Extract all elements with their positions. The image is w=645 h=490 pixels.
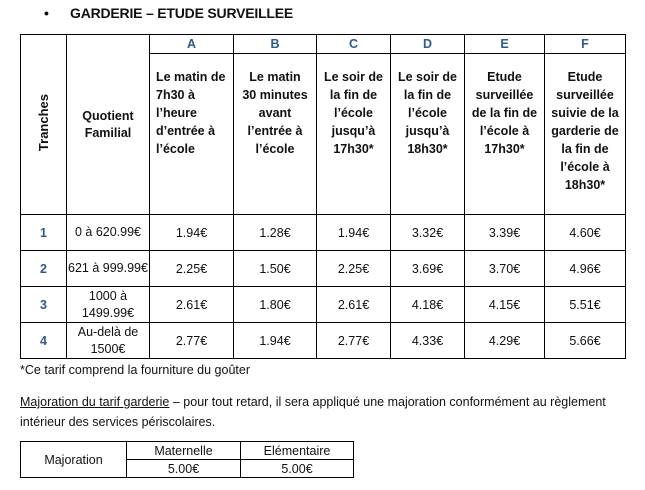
price-cell: 4.18€ <box>391 287 465 323</box>
price-cell: 1.28€ <box>234 215 317 251</box>
tranche-cell: 4 <box>21 323 67 359</box>
elementaire-header: Elémentaire <box>241 442 354 460</box>
price-cell: 3.32€ <box>391 215 465 251</box>
price-cell: 2.25€ <box>150 251 234 287</box>
qf-header: Quotient Familial <box>67 35 150 215</box>
col-letter-e: E <box>465 35 545 54</box>
price-cell: 4.29€ <box>465 323 545 359</box>
qf-cell: Au-delà de 1500€ <box>67 323 150 359</box>
maternelle-header: Maternelle <box>127 442 241 460</box>
col-label-c: Le soir de la fin de l’école jusqu’à 17h30* <box>317 54 391 215</box>
table-row <box>21 251 626 287</box>
price-cell: 3.39€ <box>465 215 545 251</box>
price-cell: 5.66€ <box>545 323 626 359</box>
price-cell: 2.77€ <box>150 323 234 359</box>
col-letter-a: A <box>150 35 234 54</box>
price-cell: 4.60€ <box>545 215 626 251</box>
table-row <box>21 287 626 323</box>
tranches-header <box>21 35 67 215</box>
col-label-f: Etude surveillée suivie de la garderie de la fin de l’école à 18h30* <box>545 54 626 215</box>
price-cell: 1.50€ <box>234 251 317 287</box>
tranches-header-text: Tranches <box>36 94 51 152</box>
majoration-label: Majoration <box>21 442 127 478</box>
tranche-cell: 3 <box>21 287 67 323</box>
price-cell: 3.69€ <box>391 251 465 287</box>
price-cell: 5.51€ <box>545 287 626 323</box>
qf-cell: 0 à 620.99€ <box>67 215 150 251</box>
bullet-icon: • <box>44 5 49 21</box>
price-cell: 1.94€ <box>234 323 317 359</box>
price-cell: 1.80€ <box>234 287 317 323</box>
price-cell: 2.61€ <box>150 287 234 323</box>
majoration-heading: Majoration du tarif garderie <box>20 395 170 409</box>
price-cell: 2.77€ <box>317 323 391 359</box>
col-label-a: Le matin de 7h30 à l’heure d’entrée à l’école <box>150 54 234 215</box>
col-letter-d: D <box>391 35 465 54</box>
qf-cell: 621 à 999.99€ <box>67 251 150 287</box>
footnote: *Ce tarif comprend la fourniture du goûter <box>20 363 250 377</box>
elementaire-value: 5.00€ <box>241 460 354 478</box>
tranche-cell: 2 <box>21 251 67 287</box>
col-label-b: Le matin 30 minutes avant l’entrée à l’école <box>234 54 317 215</box>
col-label-d: Le soir de la fin de l’école jusqu’à 18h30* <box>391 54 465 215</box>
price-cell: 4.96€ <box>545 251 626 287</box>
qf-cell: 1000 à 1499.99€ <box>67 287 150 323</box>
majoration-paragraph <box>20 392 630 432</box>
majoration-table <box>20 441 354 478</box>
col-letter-c: C <box>317 35 391 54</box>
price-cell: 2.61€ <box>317 287 391 323</box>
price-cell: 2.25€ <box>317 251 391 287</box>
table-row <box>21 323 626 359</box>
tariff-table <box>20 34 626 359</box>
maternelle-value: 5.00€ <box>127 460 241 478</box>
majoration-text: – pour tout retard, il sera appliqué une majoration conformément au règlement intérieur des services périscolaires. <box>20 395 606 429</box>
price-cell: 1.94€ <box>150 215 234 251</box>
price-cell: 4.15€ <box>465 287 545 323</box>
price-cell: 3.70€ <box>465 251 545 287</box>
table-row <box>21 215 626 251</box>
col-letter-b: B <box>234 35 317 54</box>
price-cell: 4.33€ <box>391 323 465 359</box>
col-label-e: Etude surveillée de la fin de l’école à 17h30* <box>465 54 545 215</box>
section-title-text: GARDERIE – ETUDE SURVEILLEE <box>70 5 294 21</box>
price-cell: 1.94€ <box>317 215 391 251</box>
tranche-cell: 1 <box>21 215 67 251</box>
col-letter-f: F <box>545 35 626 54</box>
